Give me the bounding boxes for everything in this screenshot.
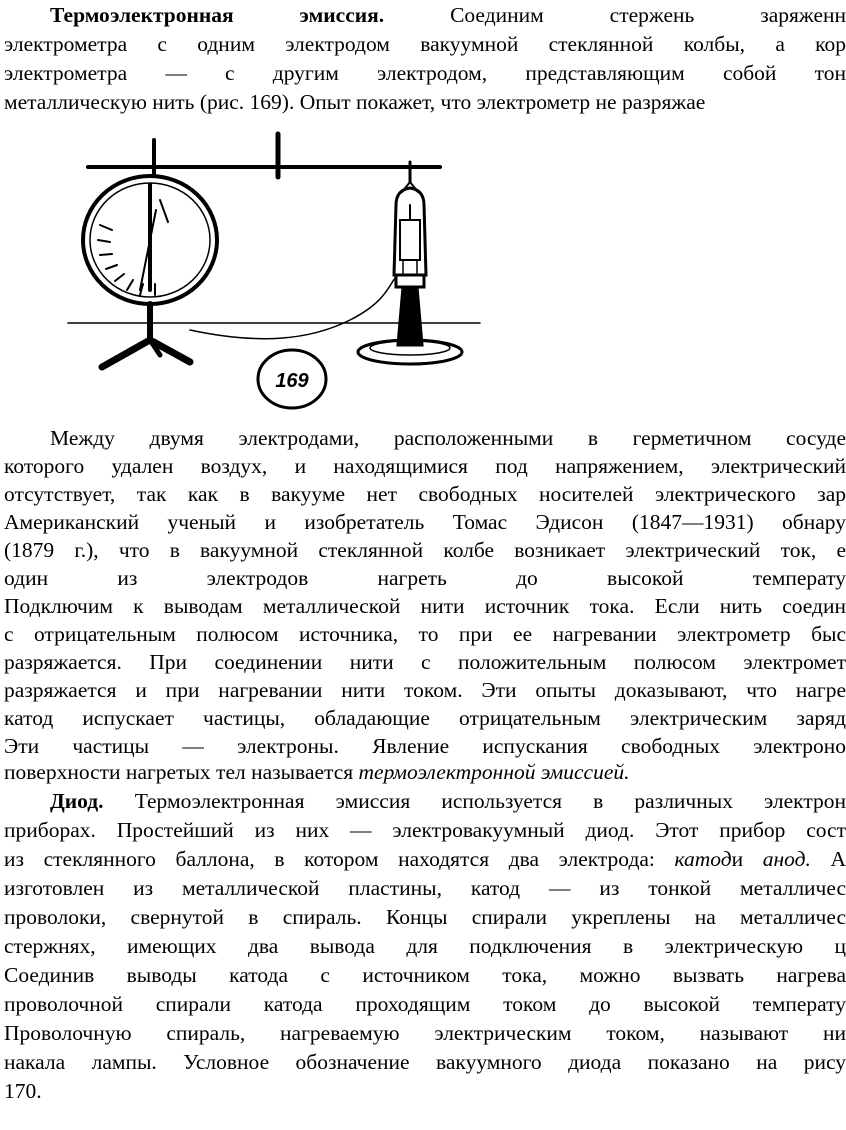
term-anode: анод. bbox=[762, 847, 811, 871]
p2-line-2: которого удален воздух, и находящимися под напряжением, электрический bbox=[4, 454, 846, 478]
p1-line-2: электрометра с одним электродом вакуумной стеклянной колбы, а кор bbox=[4, 32, 846, 56]
p3-line-5: проволоки, свернутой в спираль. Концы спирали укреплены на металличес bbox=[4, 905, 846, 929]
p2-line-12: Эти частицы — электроны. Явление испускания свободных электроно bbox=[4, 734, 846, 758]
p2-line-7: Подключим к выводам металлической нити источник тока. Если нить соедин bbox=[4, 594, 846, 618]
p2-line-6: один из электродов нагреть до высокой температу bbox=[4, 566, 846, 590]
p2-line-1: Между двумя электродами, расположенными в герметичном сосуде bbox=[50, 426, 846, 450]
p2-line-3: отсутствует, так как в вакууме нет свободных носителей электрического зар bbox=[4, 482, 846, 506]
p2-line-10: разряжается и при нагревании нити током. Эти опыты доказывают, что нагре bbox=[4, 678, 846, 702]
p1-line-4: металлическую нить (рис. 169). Опыт покажет, что электрометр не разряжае bbox=[4, 90, 706, 114]
p3-line-8: проволочной спирали катода проходящим током до высокой температу bbox=[4, 992, 846, 1016]
p3-line-3: из стеклянного баллона, в котором находятся два электрода: катоди анод. А bbox=[4, 847, 846, 871]
p3-line-6: стержнях, имеющих два вывода для подключения в электрическую ц bbox=[4, 934, 846, 958]
p3-line-4: изготовлен из металлической пластины, катод — из тонкой металличес bbox=[4, 876, 846, 900]
section-heading-diode: Диод. bbox=[50, 789, 104, 813]
section-heading-thermionic: Термоэлектронная эмиссия. bbox=[50, 3, 385, 27]
figure-169-electrometer-diagram bbox=[60, 130, 480, 420]
term-thermionic-emission: термоэлектронной эмиссией. bbox=[358, 760, 630, 784]
p2-line-5: (1879 г.), что в вакуумной стеклянной колбе возникает электрический ток, е bbox=[4, 538, 846, 562]
p3-line-9: Проволочную спираль, нагреваемую электрическим током, называют ни bbox=[4, 1021, 846, 1045]
p2-line-8: с отрицательным полюсом источника, то при ее нагревании электрометр быс bbox=[4, 622, 846, 646]
p3-line-7: Соединив выводы катода с источником тока, можно вызвать нагрева bbox=[4, 963, 846, 987]
p3-line-10: накала лампы. Условное обозначение вакуумного диода показано на рису bbox=[4, 1050, 846, 1074]
p2-line-9: разряжается. При соединении нити с положительным полюсом электромет bbox=[4, 650, 846, 674]
p2-line-11: катод испускает частицы, обладающие отрицательным электрическим заряд bbox=[4, 706, 846, 730]
p3-line-2: приборах. Простейший из них — электровакуумный диод. Этот прибор сост bbox=[4, 818, 846, 842]
term-cathode: катод bbox=[674, 847, 732, 871]
p1-line-1: Термоэлектронная эмиссия. Соединим стержень заряженн bbox=[50, 3, 846, 27]
figure-number-label: 169 bbox=[275, 370, 309, 392]
p1-line-3: электрометра — с другим электродом, представляющим собой тон bbox=[4, 61, 846, 85]
p2-line-4: Американский ученый и изобретатель Томас Эдисон (1847—1931) обнару bbox=[4, 510, 846, 534]
p3-line-1: Диод. Термоэлектронная эмиссия используется в различных электрон bbox=[50, 789, 846, 813]
p3-line-11: 170. bbox=[4, 1079, 42, 1103]
p2-line-13: поверхности нагретых тел называется термоэлектронной эмиссией. bbox=[4, 760, 630, 784]
